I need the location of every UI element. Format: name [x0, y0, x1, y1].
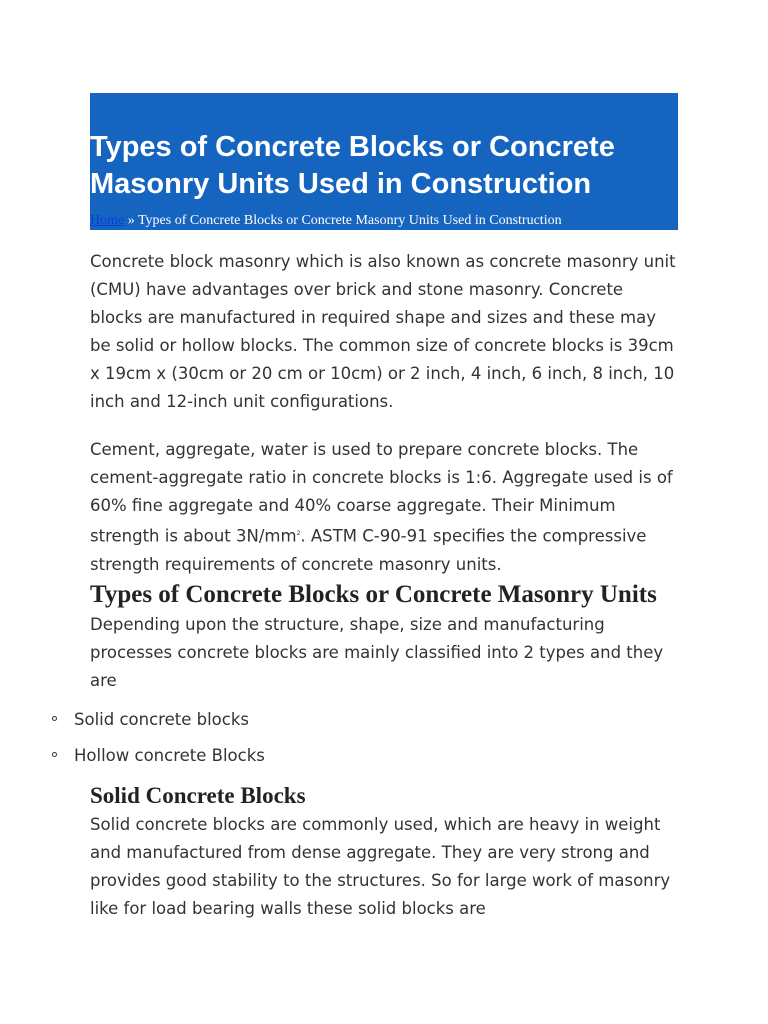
breadcrumb-current: Types of Concrete Blocks or Concrete Masonry Units Used in Construction — [137, 213, 562, 228]
paragraph-text: . ASTM C-90-91 specifies the compressive strength requirements of concrete masonry units. — [90, 526, 647, 574]
page-title: Types of Concrete Blocks or Concrete Masonry Units Used in Construction — [90, 131, 615, 200]
list-item: Solid concrete blocks — [52, 709, 680, 731]
section-heading-solid-blocks: Solid Concrete Blocks — [90, 782, 306, 808]
paragraph-text: Cement, aggregate, water is used to prepare concrete blocks. The cement-aggregate ratio in concrete blocks is 1:6. Aggregate used is of 60% fine aggregate and 40% coarse aggregate. Their Minimum strength is about 3N/mm — [90, 440, 673, 546]
circle-bullet-icon — [52, 752, 57, 757]
breadcrumb-home-link[interactable]: Home — [90, 213, 125, 228]
types-list — [52, 709, 680, 767]
article-paragraph — [90, 436, 680, 579]
breadcrumb-separator: » — [124, 213, 138, 228]
list-item: Hollow concrete Blocks — [52, 745, 680, 767]
section-intro: Depending upon the structure, shape, size and manufacturing processes concrete blocks are mainly classified into 2 types and they are — [90, 614, 664, 690]
breadcrumb — [90, 212, 562, 230]
superscript: 2 — [296, 530, 301, 537]
page-header-banner — [90, 93, 678, 230]
article-paragraph: Concrete block masonry which is also known as concrete masonry unit (CMU) have advantages over brick and stone masonry. Concrete blocks are manufactured in required shape and sizes and these may be solid or hollow blocks. The common size of concrete blocks is 39cm x 19cm x (30cm or 20 cm or 10cm) or 2 inch, 4 inch, 6 inch, 8 inch, 10 inch and 12-inch unit configurations. — [90, 252, 676, 411]
section-heading-types: Types of Concrete Blocks or Concrete Masonry Units — [90, 580, 657, 608]
article-content — [74, 248, 680, 923]
section-paragraph: Solid concrete blocks are commonly used, which are heavy in weight and manufactured from dense aggregate. They are very strong and provides good stability to the structures. So for large work of masonry like for load bearing walls these solid blocks are — [90, 814, 671, 918]
circle-bullet-icon — [52, 716, 57, 721]
